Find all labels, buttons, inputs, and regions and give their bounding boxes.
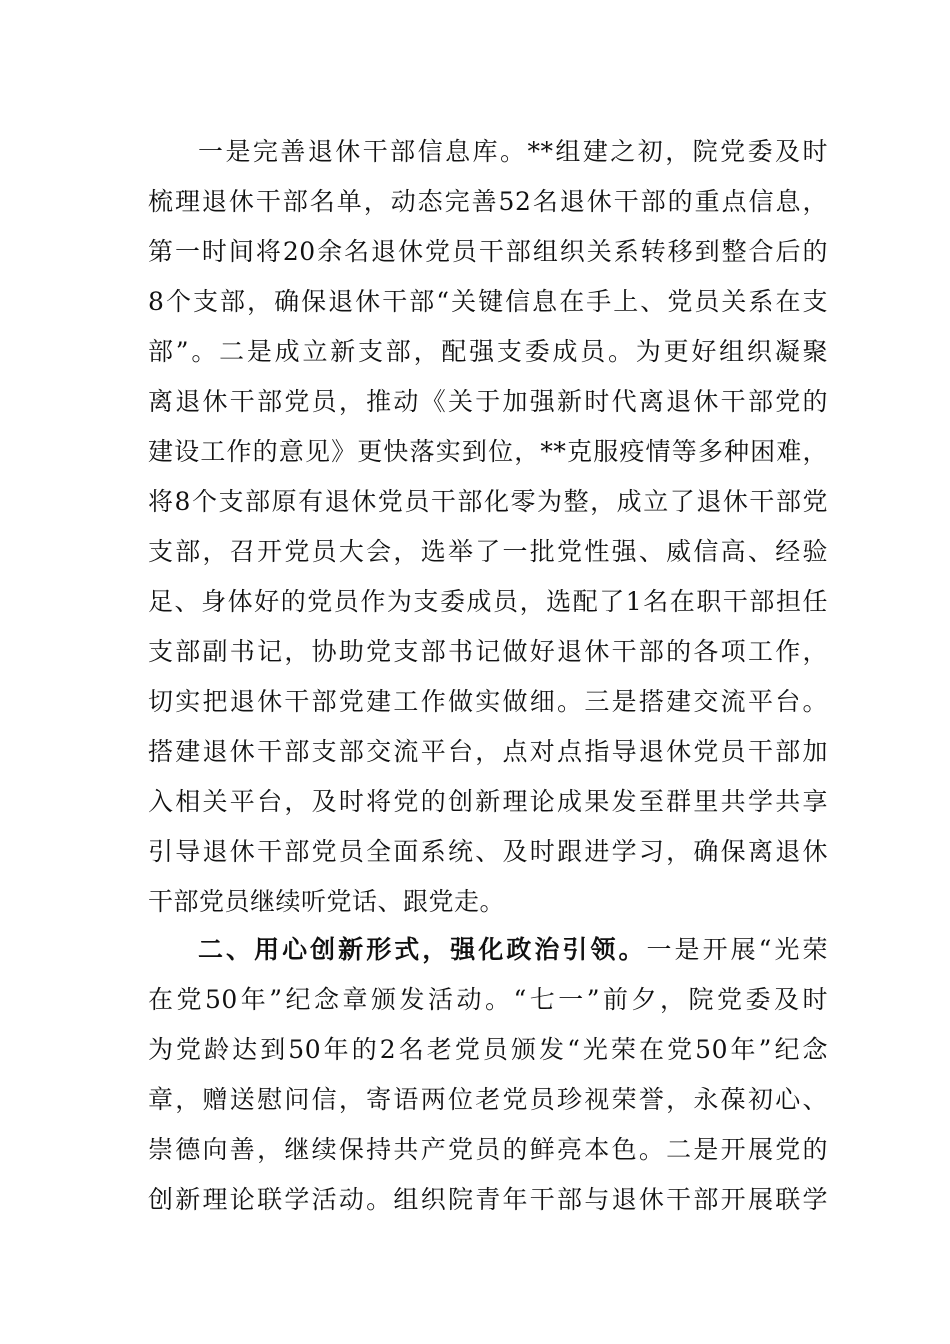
paragraph-1-line-13: 搭建退休干部支部交流平台，点对点指导退休党员干部加 [148, 737, 828, 766]
paragraph-1-line-14: 入相关平台，及时将党的创新理论成果发至群里共学共享 [148, 787, 828, 816]
paragraph-2-line-2: 在党50年”纪念章颁发活动。“七一”前夕，院党委及时 [148, 985, 828, 1014]
section-heading: 二、用心创新形式，强化政治引领。 [198, 935, 647, 964]
paragraph-1-line-16: 干部党员继续听党话、跟党走。 [148, 887, 506, 916]
paragraph-1-line-4: 8个支部，确保退休干部“关键信息在手上、党员关系在支 [148, 287, 828, 316]
paragraph-1-line-8: 将8个支部原有退休党员干部化零为整，成立了退休干部党 [148, 487, 828, 516]
paragraph-1-line-2: 梳理退休干部名单，动态完善52名退休干部的重点信息， [148, 187, 828, 216]
paragraph-2-line-1-rest: 一是开展“光荣 [646, 935, 828, 964]
paragraph-1-line-12: 切实把退休干部党建工作做实做细。三是搭建交流平台。 [148, 687, 828, 716]
paragraph-1-line-1: 一是完善退休干部信息库。**组建之初，院党委及时 [198, 137, 828, 166]
paragraph-1-line-15: 引导退休干部党员全面系统、及时跟进学习，确保离退休 [148, 837, 828, 866]
paragraph-1-line-6: 离退休干部党员，推动《关于加强新时代离退休干部党的 [148, 387, 828, 416]
paragraph-2-line-5: 崇德向善，继续保持共产党员的鲜亮本色。二是开展党的 [148, 1135, 828, 1164]
paragraph-1-line-5: 部”。二是成立新支部，配强支委成员。为更好组织凝聚 [148, 337, 828, 366]
paragraph-2-line-3: 为党龄达到50年的2名老党员颁发“光荣在党50年”纪念 [148, 1035, 828, 1064]
paragraph-1-line-11: 支部副书记，协助党支部书记做好退休干部的各项工作， [148, 637, 828, 666]
paragraph-1-line-7: 建设工作的意见》更快落实到位，**克服疫情等多种困难， [148, 437, 828, 466]
paragraph-2-line-4: 章，赠送慰问信，寄语两位老党员珍视荣誉，永葆初心、 [148, 1085, 828, 1114]
paragraph-2-line-6: 创新理论联学活动。组织院青年干部与退休干部开展联学 [148, 1185, 828, 1214]
paragraph-1-line-3: 第一时间将20余名退休党员干部组织关系转移到整合后的 [148, 237, 828, 266]
paragraph-1-line-10: 足、身体好的党员作为支委成员，选配了1名在职干部担任 [148, 587, 828, 616]
paragraph-1-line-9: 支部，召开党员大会，选举了一批党性强、威信高、经验 [148, 537, 828, 566]
paragraph-2-line-1 [198, 930, 828, 970]
